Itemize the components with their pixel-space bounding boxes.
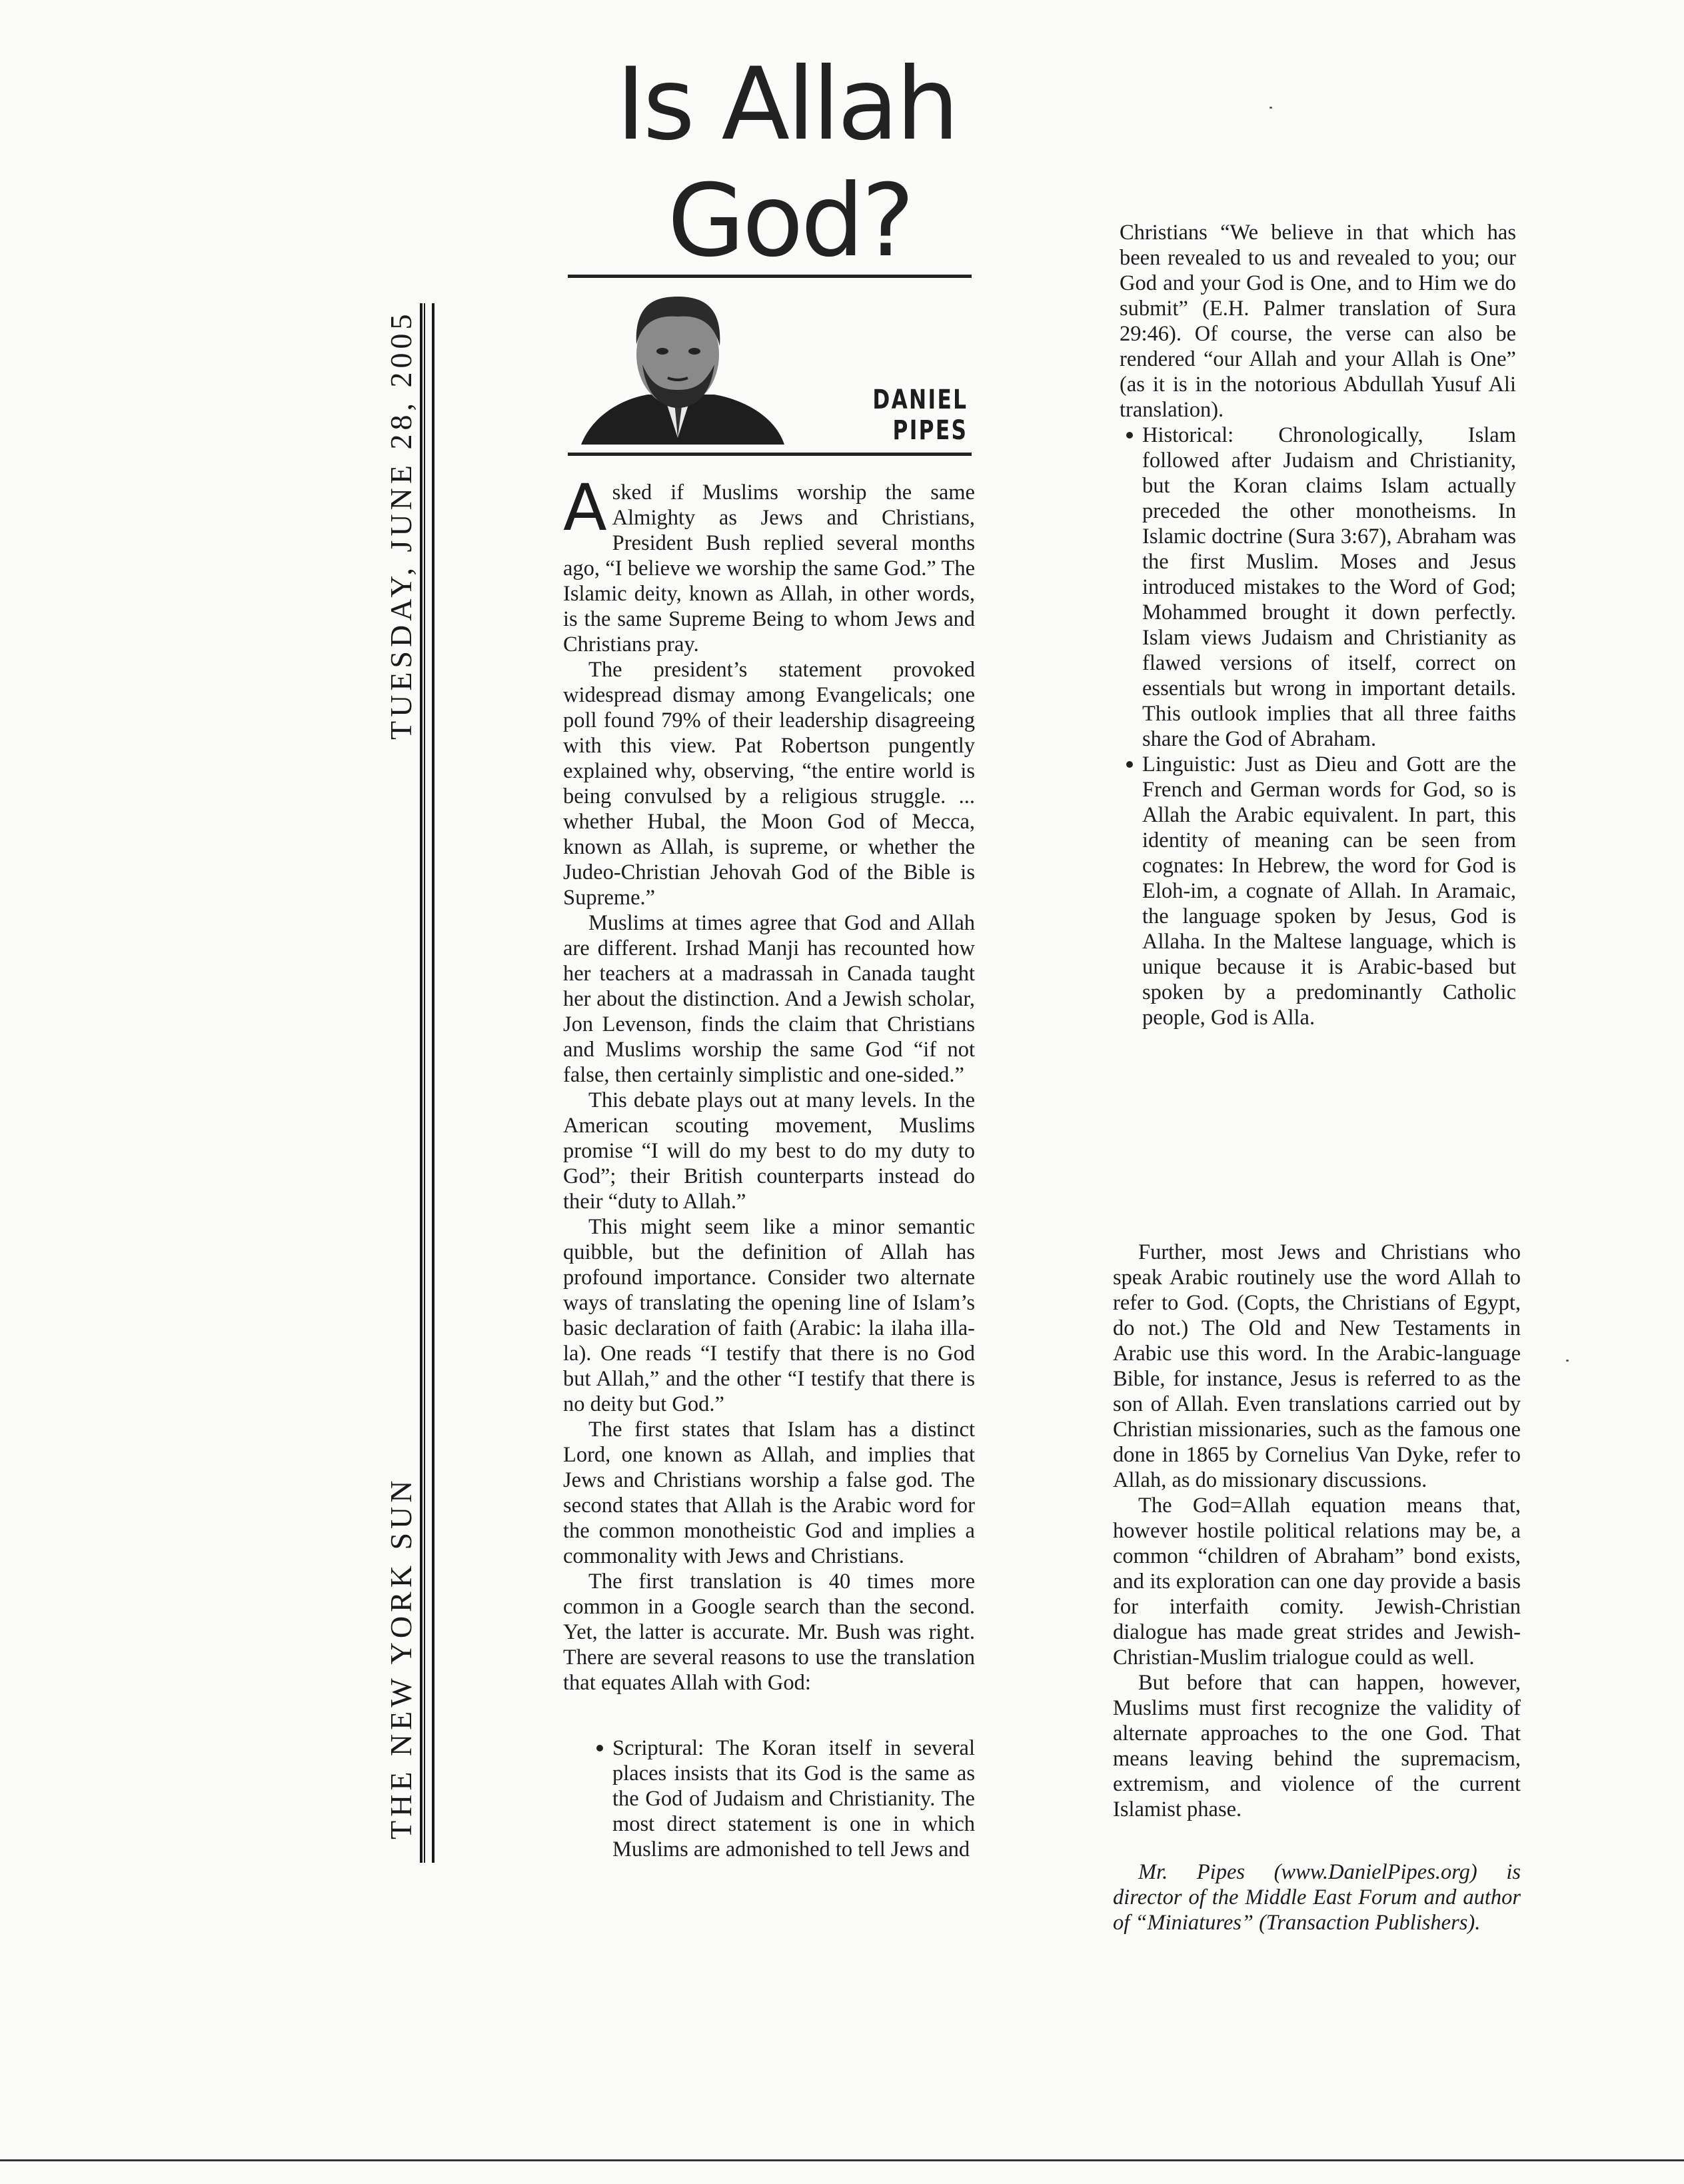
article-paragraph: The first states that Islam has a distinct Lord, one known as Allah, and implies that Jews and Christians worship a false god. The second states that Allah is the Arabic word for the common monotheistic God and implies a commonality with Jews and Christians.: [563, 1418, 975, 1568]
author-portrait: [568, 285, 788, 445]
lead-text: sked if Muslims worship the same Almighty as Jews and Christians, President Bush replied several months ago, “I believe we worship the same God.” The Islamic deity, known as Allah, in other words, is the same Supreme Being to whom Jews and Christians pray.: [563, 481, 975, 656]
article-paragraph: But before that can happen, however, Muslims must first recognize the validity of alternate approaches to the one God. That means leaving behind the supremacism, extremism, and violence of the current Islamist phase.: [1113, 1671, 1521, 1821]
reasons-list-continued: [1120, 423, 1516, 1030]
author-bio: Mr. Pipes (www.DanielPipes.org) is director of the Middle East Forum and author of “Miniatures” (Transaction Publishers).: [1113, 1860, 1521, 1935]
article-paragraph: The president’s statement provoked widespread dismay among Evangelicals; one poll found 79% of their leadership disagreeing with this view. Pat Robertson pungently explained why, observing, “the entire world is being convulsed by a religious struggle. ... whether Hubal, the Moon God of Mecca, known as Allah, is supreme, or whether the Judeo-Christian Jehovah God of the Bible is Supreme.”: [563, 658, 975, 910]
article-paragraph: Muslims at times agree that God and Allah are different. Irshad Manji has recounted how her teachers at a madrassah in Canada taught her about the distinction. And a Jewish scholar, Jon Levenson, finds the claim that Christians and Muslims worship the same God “if not false, then certainly simplistic and one-sided.”: [563, 911, 975, 1087]
headline-line-1: Is Allah: [616, 47, 957, 163]
reason-historical: Historical: Chronologically, Islam followed after Judaism and Christianity, but the Koran claims Islam actually preceded the other monotheisms. In Islamic doctrine (Sura 3:67), Abraham was the first Muslim. Moses and Jesus introduced mistakes to the Word of God; Mohammed brought it down perfectly. Islam views Judaism and Christianity as flawed versions of itself, correct on essentials but wrong in important details. This outlook implies that all three faiths share the God of Abraham.: [1120, 423, 1516, 752]
page-bottom-rule: [0, 2159, 1684, 2161]
drop-cap: A: [563, 471, 607, 545]
article-column-1: [563, 471, 975, 1862]
lead-paragraph: [563, 471, 975, 657]
headline-line-2: God?: [667, 163, 912, 279]
article-column-2: [1120, 220, 1516, 1030]
author-first-name: DANIEL: [872, 385, 968, 415]
author-last-name: PIPES: [892, 415, 968, 446]
scan-speck: [1566, 1360, 1569, 1362]
article-paragraph: The God=Allah equation means that, however hostile political relations may be, a common “children of Abraham” bond exists, and its exploration can one day provide a basis for interfaith comity. Jewish-Christian dialogue has made great strides and Jewish-Christian-Muslim trialogue could as well.: [1113, 1494, 1521, 1669]
continued-paragraph: Christians “We believe in that which has been revealed to us and revealed to you; our God and your God is One, and to Him we do submit” (E.H. Palmer translation of Sura 29:46). Of course, the verse can also be rendered “our Allah and your Allah is One” (as it is in the notorious Abdullah Yusuf Ali translation).: [1120, 221, 1516, 422]
vertical-double-rule: [420, 303, 434, 1863]
headline: [560, 47, 973, 280]
author-byline: [872, 385, 968, 446]
scan-speck: [1269, 107, 1272, 109]
reason-scriptural: Scriptural: The Koran itself in several places insists that its God is the same as the God of Judaism and Christianity. The most direct statement is one in which Muslims are admonished to tell Jews and: [590, 1735, 975, 1862]
article-paragraph: This debate plays out at many levels. In the American scouting movement, Muslims promise “I will do my best to do my duty to God”; their British counterparts instead do their “duty to Allah.”: [563, 1088, 975, 1214]
masthead-rule: [373, 303, 374, 1863]
article-paragraph: The first translation is 40 times more common in a Google search than the second. Yet, the latter is accurate. Mr. Bush was right. There are several reasons to use the translation that equates Allah with God:: [563, 1570, 975, 1695]
byline-box: [568, 275, 972, 456]
article-column-2-lower: [1113, 1240, 1521, 1935]
publication-date: TUESDAY, JUNE 28, 2005: [384, 310, 418, 740]
article-paragraph: Further, most Jews and Christians who speak Arabic routinely use the word Allah to refer to God. (Copts, the Christians of Egypt, do not.) The Old and New Testaments in Arabic use this word. In the Arabic-language Bible, for instance, Jesus is referred to as the son of Allah. Even translations carried out by Christian missionaries, such as the famous one done in 1865 by Cornelius Van Dyke, refer to Allah, as do missionary discussions.: [1113, 1240, 1521, 1492]
reason-linguistic: Linguistic: Just as Dieu and Gott are the French and German words for God, so is Allah the Arabic equivalent. In part, this identity of meaning can be seen from cognates: In Hebrew, the word for God is Eloh-im, a cognate of Allah. In Aramaic, the language spoken by Jesus, God is Allaha. In the Maltese language, which is unique because it is Arabic-based but spoken by a predominantly Catholic people, God is Alla.: [1120, 752, 1516, 1030]
newspaper-name: THE NEW YORK SUN: [384, 1476, 418, 1839]
article-paragraph: This might seem like a minor semantic quibble, but the definition of Allah has profound importance. Consider two alternate ways of translating the opening line of Islam’s basic declaration of faith (Arabic: la ilaha illa-la). One reads “I testify that there is no God but Allah,” and the other “I testify that there is no deity but God.”: [563, 1215, 975, 1416]
reasons-list: [563, 1735, 975, 1862]
